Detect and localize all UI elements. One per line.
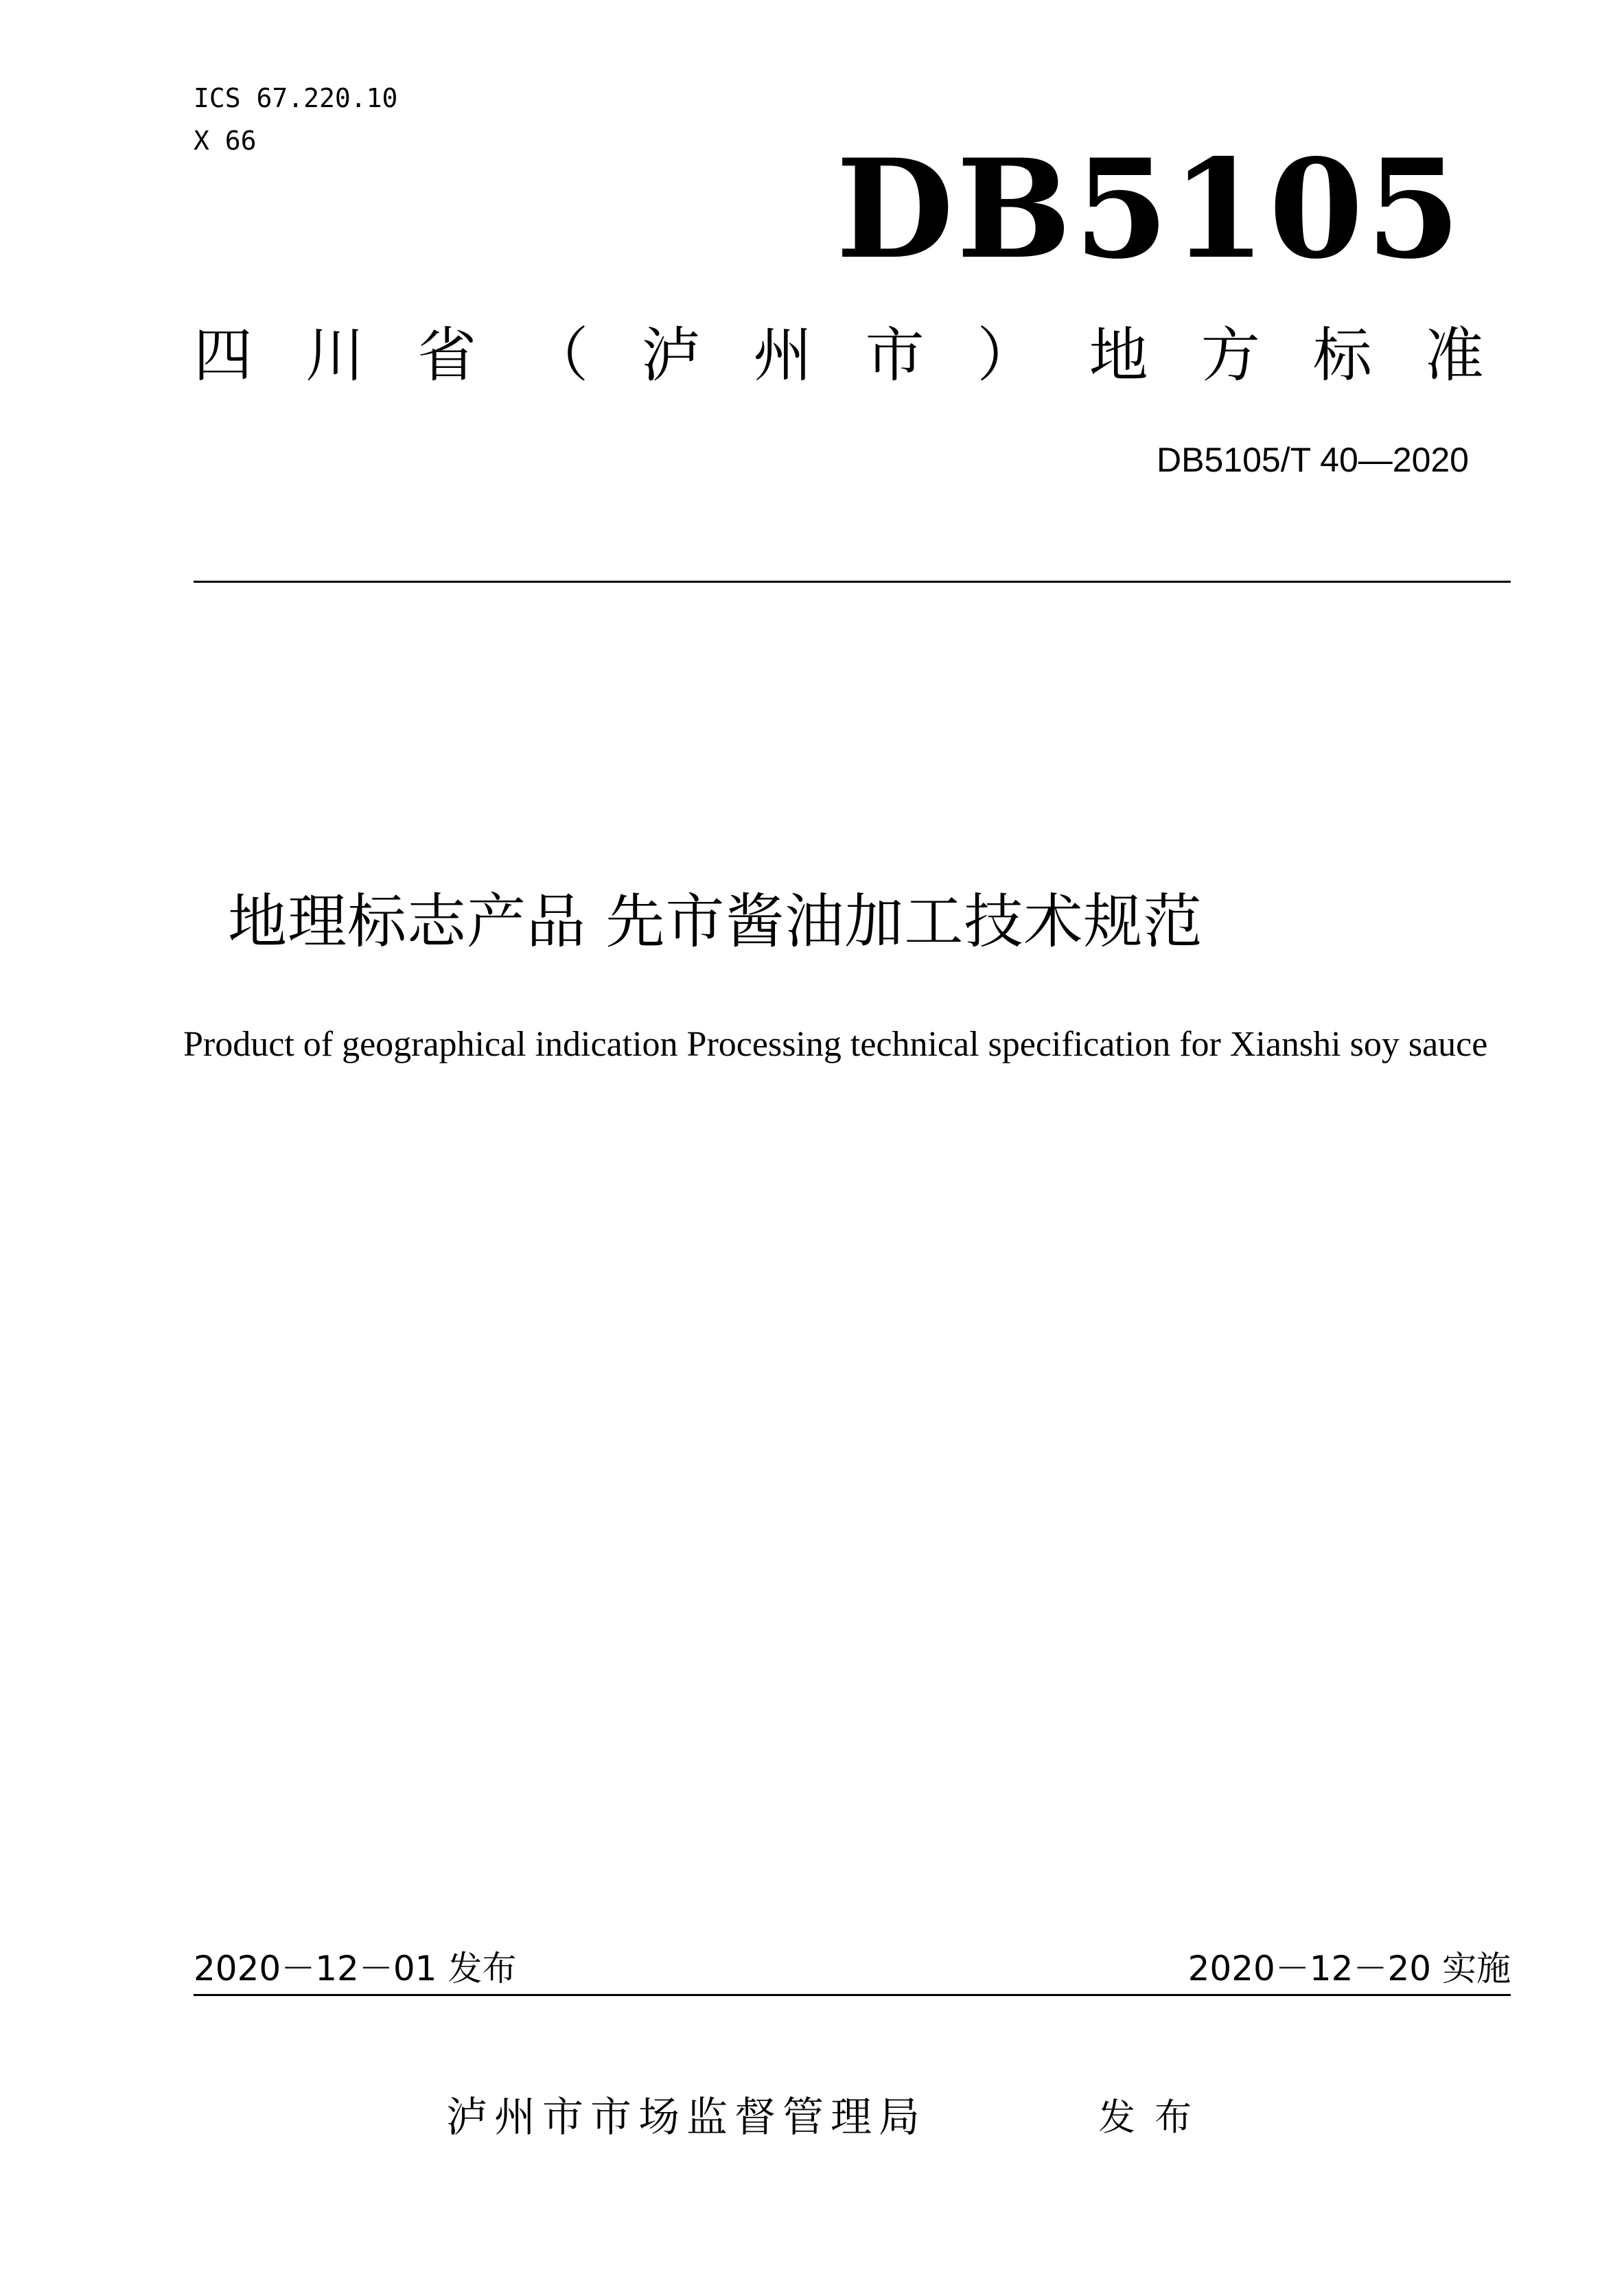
header-divider <box>194 581 1511 583</box>
standard-type-char: 泸 <box>641 321 701 390</box>
standard-type <box>194 321 1484 390</box>
standard-type-char: （ <box>529 321 589 390</box>
issuing-authority: 泸州市市场监督管理局 <box>446 2094 927 2142</box>
standard-type-char: 地 <box>1089 321 1148 390</box>
standard-type-char: 方 <box>1200 321 1260 390</box>
standard-mark: DB5105 <box>835 129 1463 289</box>
publish-date: 2020－12－01 发布 <box>194 1949 517 1988</box>
effective-date: 2020－12－20 实施 <box>1187 1949 1511 1988</box>
ics-code: ICS 67.220.10 <box>194 83 398 113</box>
title-chinese: 地理标志产品 先市酱油加工技术规范 <box>228 888 1203 956</box>
standard-type-char: 川 <box>305 321 365 390</box>
standard-type-char: 市 <box>865 321 925 390</box>
standard-type-char: 省 <box>417 321 477 390</box>
standard-type-char: 标 <box>1312 321 1372 390</box>
standard-type-char: 准 <box>1424 321 1484 390</box>
issue-label: 发布 <box>1098 2096 1211 2139</box>
standard-type-char: 四 <box>194 321 253 390</box>
title-english: Product of geographical indication Processing technical specification for Xianshi soy sauce <box>183 1025 1488 1064</box>
footer-divider <box>194 1994 1511 1996</box>
classification-code: X 66 <box>194 126 257 156</box>
standard-type-char: ） <box>977 321 1036 390</box>
standard-number: DB5105/T 40—2020 <box>1157 441 1469 479</box>
standard-type-char: 州 <box>753 321 813 390</box>
